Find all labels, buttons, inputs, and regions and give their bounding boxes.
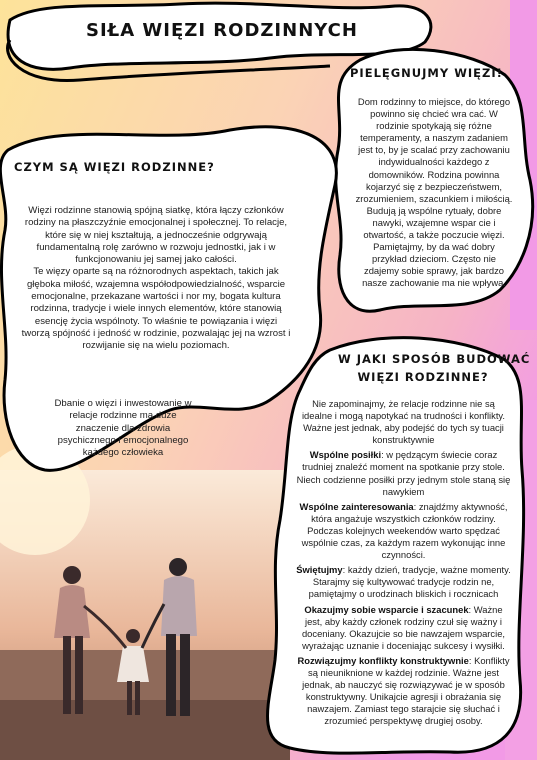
how-heading-line2: WIĘZI RODZINNE? (357, 370, 489, 384)
tip-item (296, 501, 511, 561)
tip-label: Świętujmy (296, 564, 343, 576)
how-text (296, 398, 511, 727)
tip-label: Wspólne zainteresowania (299, 500, 414, 512)
section-heading-what: CZYM SĄ WIĘZI RODZINNE? (14, 160, 215, 174)
tip-text: : znajdźmy aktywność, która angażuje wszystkich członków rodziny. Podczas kolejnych weekendów warto spędzać wspólnie czas, za każdym razem wykonując inne czynności. (301, 500, 508, 561)
tip-text: : Konflikty są nieuniknione w każdej rodzinie. Ważne jest jednak, ab nauczyć się rozwiązywać je w sposób konstruktywny. Unikajcie agresji i obrażania się nawzajem. Zamiast tego starajcie się słuchać i zrozumieć perspektywę drugiej osoby. (302, 654, 510, 727)
what-paragraph-2: Te więzy oparte są na różnorodnych aspektach, takich jak głęboka miłość, wzajemna współodpowiedzialność, wsparcie emocjonalne, przekazane wartości i nor my, bogata kultura rodzinna, tradycje i wiele innych elementów, które stanowią esencję życia wspólnoty. To właśnie te powiązania i więzi tworzą spójność i jedność w rodzinie, pozwalając jej na wzrost i rozwijanie się na wielu poziomach. (21, 266, 291, 352)
tip-item (296, 655, 511, 728)
tip-label: Wspólne posiłki (309, 449, 382, 461)
section-heading-how (338, 352, 531, 384)
what-text (20, 205, 292, 353)
tip-text: : każdy dzień, tradycje, ważne momenty. Starajmy się kultywować tradycje rodzin ne, pamiętajmy o urodzinach bliskich i rocznicach (308, 564, 511, 600)
what-paragraph-1: Więzi rodzinne stanowią spójną siatkę, która łączy członków rodziny na płaszczyźnie emocjonalnej i społecznej. To relacje, które się w niej kształtują, a jednocześnie odgrywają fundamentalną rolę zarówno w rozwoju jednostki, jak i w funkcjonowaniu jej samej jako całości. (24, 205, 288, 266)
tip-item (296, 449, 511, 497)
tip-item (296, 564, 511, 600)
tip-text: : Ważne jest, aby każdy członek rodziny czuł się ważny i doceniany. Okazujcie so bie nawzajem wsparcie, wyrażając uznanie i doceniając sukcesy i wysiłki. (301, 603, 506, 651)
how-heading-line1: W JAKI SPOSÓB BUDOWAĆ (338, 352, 531, 366)
tip-item (296, 604, 511, 652)
family-photo (0, 445, 290, 760)
section-heading-care: PIELĘGNUJMY WIĘZI! (350, 66, 503, 80)
tip-label: Okazujmy sobie wsparcie i szacunek (304, 603, 469, 615)
what-paragraph-3: Dbanie o więzi i inwestowanie w relacje rodzinne ma duże znaczenie dla zdrowia psychicznego i emocjonalnego każdego człowieka (54, 398, 192, 459)
page-title: SIŁA WIĘZI RODZINNYCH (86, 20, 358, 41)
tip-label: Rozwiązujmy konflikty konstruktywnie (297, 654, 469, 666)
how-intro: Nie zapominajmy, że relacje rodzinne nie są idealne i mogą napotykać na trudności i konflikty. Ważne jest jednak, aby podejść do tych sy tuacji konstruktywnie (301, 398, 506, 446)
care-paragraph: Dom rodzinny to miejsce, do którego powinno się chcieć wra cać. W rodzinie spotykają się różne temperamenty, a naszym zadaniem jest to, by je scalać przy zachowaniu indywidualności każdego z domowników. Rodzina powinna kojarzyć się z bezpieczeństwem, zrozumieniem, szacunkiem i miłością. Budują ją wspólne rytuały, dobre nawyki, wzajemne wspar cie i otwartość, a także poczucie więzi. Pamiętajmy, by da wać dobry przykład dzieciom. Często nie zdajemy sobie sprawy, jak bardzo nasze zachowanie ma nie wpływa. (355, 96, 513, 289)
tip-text: : w pędzącym świecie coraz trudniej znaleźć moment na spotkanie przy stole. Niech codzienne posiłki przy jednym stole staną się nawykiem (296, 449, 511, 497)
